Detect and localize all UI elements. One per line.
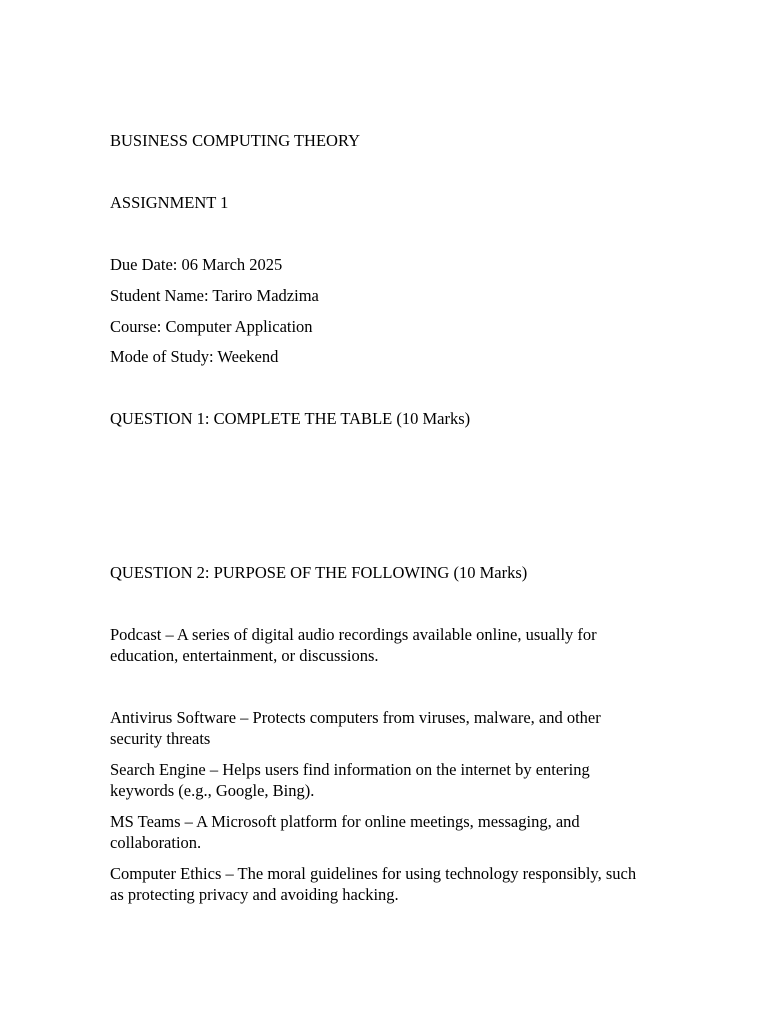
due-date: Due Date: 06 March 2025 <box>110 255 283 274</box>
assignment-heading: ASSIGNMENT 1 <box>110 193 229 212</box>
item-text-line: security threats <box>110 729 211 748</box>
mode-of-study: Mode of Study: Weekend <box>110 347 279 366</box>
item-text-line: collaboration. <box>110 833 202 852</box>
question-2-heading: QUESTION 2: PURPOSE OF THE FOLLOWING (10 Marks) <box>110 563 528 582</box>
course-name: Course: Computer Application <box>110 317 313 336</box>
item-text-line: as protecting privacy and avoiding hacking. <box>110 885 399 904</box>
item-text-line: Computer Ethics – The moral guidelines for using technology responsibly, such <box>110 864 637 883</box>
course-heading: BUSINESS COMPUTING THEORY <box>110 131 360 150</box>
item-text-line: Podcast – A series of digital audio recordings available online, usually for <box>110 625 597 644</box>
item-text-line: MS Teams – A Microsoft platform for online meetings, messaging, and <box>110 812 580 831</box>
item-text-line: education, entertainment, or discussions. <box>110 646 379 665</box>
item-text-line: Antivirus Software – Protects computers from viruses, malware, and other <box>110 708 601 727</box>
question-1-heading: QUESTION 1: COMPLETE THE TABLE (10 Marks) <box>110 409 471 428</box>
item-text-line: Search Engine – Helps users find information on the internet by entering <box>110 760 590 779</box>
item-text-line: keywords (e.g., Google, Bing). <box>110 781 315 800</box>
student-name: Student Name: Tariro Madzima <box>110 286 319 305</box>
